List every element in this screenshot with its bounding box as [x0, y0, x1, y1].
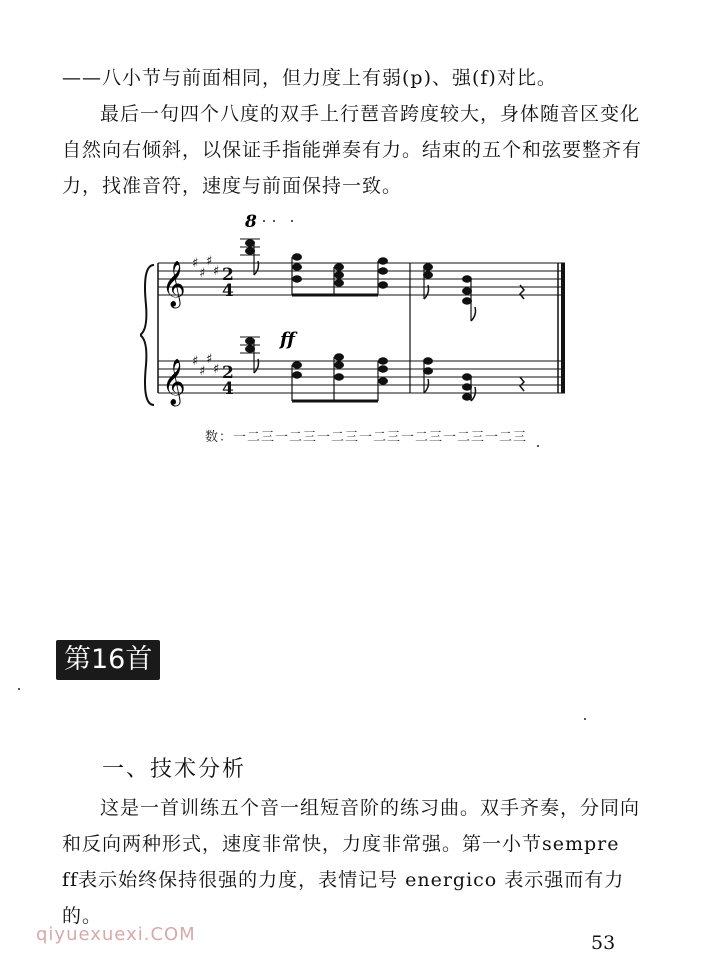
speck: [584, 718, 586, 720]
svg-text:♯: ♯: [206, 352, 213, 367]
key-signature-upper: [192, 254, 219, 281]
svg-text:♯: ♯: [192, 354, 199, 369]
page-number: 53: [591, 932, 616, 954]
section-body-text: 这是一首训练五个音一组短音阶的练习曲。双手齐奏，分同向和反向两种形式，速度非常快，力度非常强。第一小节sempre ff表示始终保持很强的力度，表情记号 energico 表示强而有力的。: [62, 797, 641, 927]
brace: [140, 265, 154, 405]
svg-text:♯: ♯: [192, 256, 199, 271]
svg-text:♯: ♯: [213, 362, 220, 377]
dynamic-ff: ff: [280, 329, 295, 350]
section-heading: 一、技术分析: [102, 757, 247, 782]
intro-text: [62, 60, 642, 204]
speck: [537, 445, 539, 447]
key-signature-lower: [192, 352, 219, 379]
svg-text:♯: ♯: [206, 254, 213, 269]
svg-text:♯: ♯: [199, 266, 206, 281]
time-sig-bottom: 4: [222, 281, 234, 301]
ottava-mark: 8: [245, 212, 257, 232]
intro-paragraph-2: 最后一句四个八度的双手上行琶音跨度较大，身体随音区变化自然向右倾斜，以保证手指能弹奏有力。结束的五个和弦要整齐有力，找准音符，速度与前面保持一致。: [62, 103, 643, 197]
music-score: [140, 205, 580, 450]
count-text: 数：一二三一二三一二三一二三一二三一二三一二三: [205, 430, 528, 445]
speck: [18, 688, 20, 690]
time-sig-top-lower: 2: [222, 363, 234, 383]
svg-text:♯: ♯: [213, 264, 220, 279]
svg-text:♯: ♯: [199, 364, 206, 379]
treble-clef-icon-lower: 𝄞: [162, 359, 186, 405]
treble-clef-icon: 𝄞: [162, 261, 186, 307]
time-sig-top: 2: [222, 265, 234, 285]
watermark: qiyuexuexi.COM: [36, 924, 196, 945]
section-body: [62, 790, 642, 934]
time-sig-bottom-lower: 4: [222, 379, 234, 399]
intro-line-1: ——八小节与前面相同，但力度上有弱(p)、强(f)对比。: [62, 67, 557, 89]
section-badge: 第16首: [56, 640, 160, 680]
